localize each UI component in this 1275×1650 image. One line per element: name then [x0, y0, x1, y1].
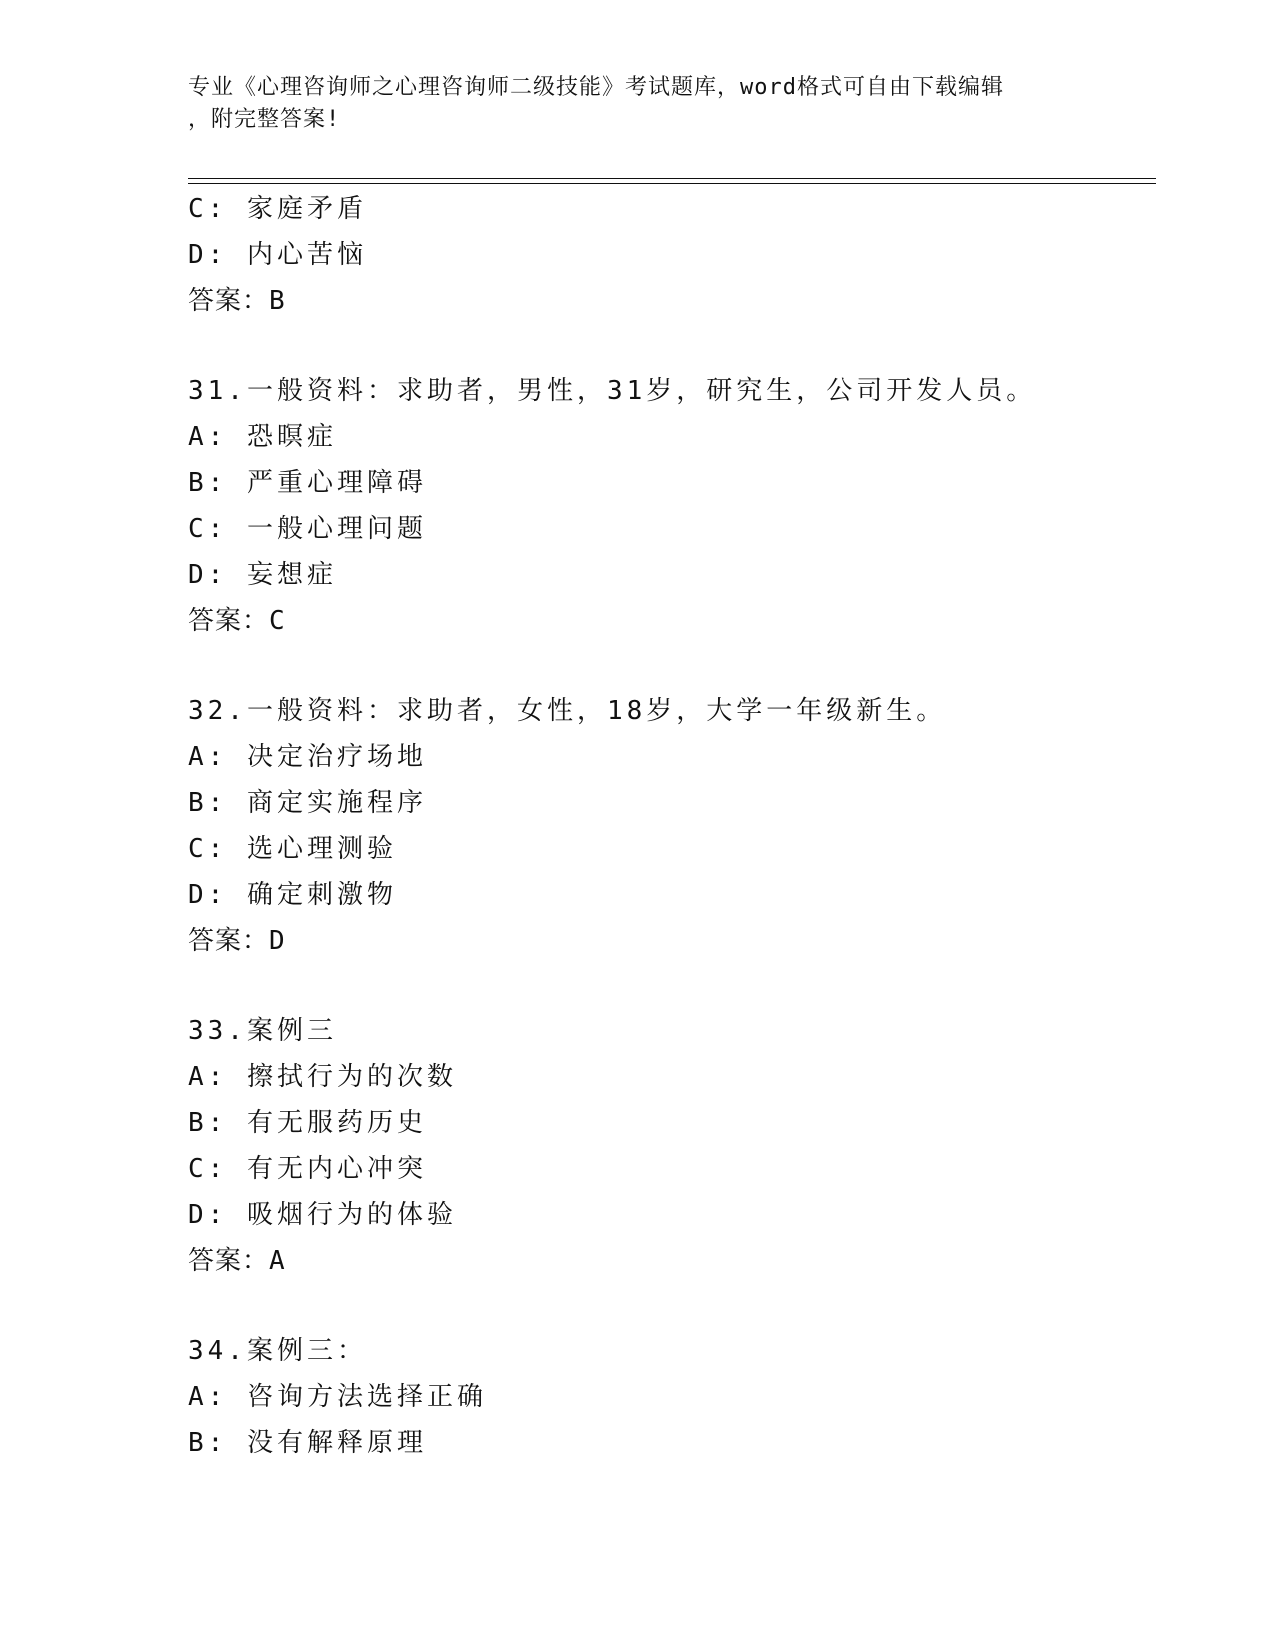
question-32 — [188, 688, 1156, 964]
question-stem: 34.案例三： — [188, 1336, 367, 1366]
option-c: C: 一般心理问题 — [188, 514, 427, 544]
question-33 — [188, 1008, 1156, 1284]
answer-line: 答案：A — [188, 1246, 286, 1276]
document-header — [188, 72, 1068, 136]
option-c: C: 有无内心冲突 — [188, 1154, 427, 1184]
option-d: D: 内心苦恼 — [188, 240, 367, 270]
header-divider-top — [188, 178, 1156, 179]
question-list — [188, 186, 1156, 1466]
option-a: A: 擦拭行为的次数 — [188, 1062, 457, 1092]
option-b: B: 没有解释原理 — [188, 1428, 427, 1458]
header-line-2: ，附完整答案! — [188, 107, 341, 132]
option-a: A: 恐暝症 — [188, 422, 337, 452]
header-divider-bottom — [188, 183, 1156, 184]
option-b: B: 严重心理障碍 — [188, 468, 427, 498]
option-c: C: 家庭矛盾 — [188, 194, 367, 224]
option-b: B: 商定实施程序 — [188, 788, 427, 818]
option-d: D: 妄想症 — [188, 560, 337, 590]
answer-line: 答案：D — [188, 926, 286, 956]
option-c: C: 选心理测验 — [188, 834, 397, 864]
option-a: A: 咨询方法选择正确 — [188, 1382, 487, 1412]
question-stem: 32.一般资料：求助者，女性，18岁，大学一年级新生。 — [188, 696, 947, 726]
option-d: D: 确定刺激物 — [188, 880, 397, 910]
answer-line: 答案：B — [188, 286, 286, 316]
question-stem: 31.一般资料：求助者，男性，31岁，研究生，公司开发人员。 — [188, 376, 1037, 406]
question-31 — [188, 368, 1156, 644]
option-b: B: 有无服药历史 — [188, 1108, 427, 1138]
option-a: A: 决定治疗场地 — [188, 742, 427, 772]
question-stem: 33.案例三 — [188, 1016, 337, 1046]
question-34 — [188, 1328, 1156, 1466]
header-line-1: 专业《心理咨询师之心理咨询师二级技能》考试题库，word格式可自由下载编辑 — [188, 75, 1004, 100]
option-d: D: 吸烟行为的体验 — [188, 1200, 457, 1230]
answer-line: 答案：C — [188, 606, 286, 636]
